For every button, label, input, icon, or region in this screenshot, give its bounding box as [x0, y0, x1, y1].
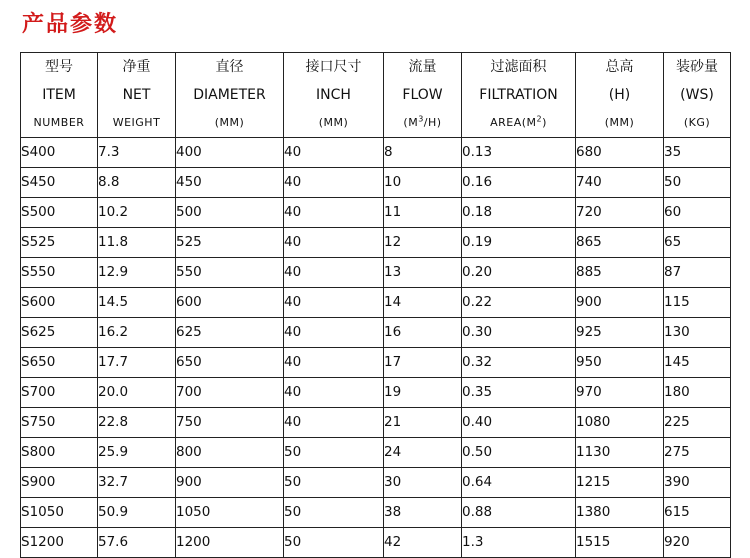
cell-sand: 115 — [664, 288, 731, 318]
cell-net-weight: 32.7 — [98, 468, 176, 498]
col-label-unit: NUMBER — [33, 116, 85, 129]
cell-flow: 21 — [384, 408, 462, 438]
unit-prefix: (M — [403, 116, 419, 129]
col-header-weight — [98, 53, 176, 138]
col-label-zh: 总高 — [605, 59, 634, 75]
table-row — [21, 318, 731, 348]
cell-sand: 130 — [664, 318, 731, 348]
col-header-height — [576, 53, 664, 138]
unit-prefix: AREA(M — [490, 116, 537, 129]
cell-model: S1050 — [21, 498, 98, 528]
cell-filtration-area: 0.13 — [462, 138, 576, 168]
cell-flow: 19 — [384, 378, 462, 408]
col-label-unit: (MM) — [604, 116, 635, 129]
cell-filtration-area: 0.88 — [462, 498, 576, 528]
unit-suffix: ) — [542, 116, 547, 129]
cell-inch: 40 — [284, 288, 384, 318]
cell-diameter: 525 — [176, 228, 284, 258]
cell-filtration-area: 0.30 — [462, 318, 576, 348]
cell-model: S625 — [21, 318, 98, 348]
col-label-unit: (KG) — [683, 116, 711, 129]
header-row — [21, 53, 731, 138]
cell-diameter: 600 — [176, 288, 284, 318]
col-label-en: NET — [122, 87, 151, 103]
cell-inch: 40 — [284, 408, 384, 438]
cell-model: S550 — [21, 258, 98, 288]
cell-model: S500 — [21, 198, 98, 228]
col-label-en: FILTRATION — [479, 87, 558, 103]
cell-height: 740 — [576, 168, 664, 198]
cell-flow: 13 — [384, 258, 462, 288]
cell-height: 900 — [576, 288, 664, 318]
cell-inch: 40 — [284, 228, 384, 258]
cell-filtration-area: 0.19 — [462, 228, 576, 258]
table-row — [21, 288, 731, 318]
cell-net-weight: 17.7 — [98, 348, 176, 378]
col-header-item — [21, 53, 98, 138]
table-row — [21, 528, 731, 558]
table-row — [21, 438, 731, 468]
col-label-zh: 过滤面积 — [490, 59, 547, 75]
cell-height: 720 — [576, 198, 664, 228]
table-row — [21, 468, 731, 498]
cell-diameter: 800 — [176, 438, 284, 468]
col-header-filtration-area — [462, 53, 576, 138]
cell-sand: 225 — [664, 408, 731, 438]
col-label-unit — [462, 109, 575, 137]
cell-model: S450 — [21, 168, 98, 198]
table-row — [21, 348, 731, 378]
table-row — [21, 168, 731, 198]
cell-filtration-area: 0.32 — [462, 348, 576, 378]
col-label-zh: 净重 — [122, 59, 151, 75]
cell-flow: 38 — [384, 498, 462, 528]
table-row — [21, 198, 731, 228]
cell-inch: 50 — [284, 468, 384, 498]
cell-net-weight: 57.6 — [98, 528, 176, 558]
col-label-zh: 型号 — [45, 59, 73, 75]
cell-model: S750 — [21, 408, 98, 438]
cell-model: S1200 — [21, 528, 98, 558]
col-label-en: (WS) — [680, 87, 714, 103]
cell-height: 1515 — [576, 528, 664, 558]
col-label-en: DIAMETER — [193, 87, 266, 103]
cell-diameter: 450 — [176, 168, 284, 198]
cell-model: S600 — [21, 288, 98, 318]
table-row — [21, 378, 731, 408]
cell-model: S800 — [21, 438, 98, 468]
cell-sand: 390 — [664, 468, 731, 498]
col-label-en: (H) — [608, 87, 631, 103]
cell-net-weight: 14.5 — [98, 288, 176, 318]
cell-diameter: 550 — [176, 258, 284, 288]
cell-diameter: 900 — [176, 468, 284, 498]
cell-inch: 40 — [284, 318, 384, 348]
cell-inch: 50 — [284, 528, 384, 558]
cell-diameter: 500 — [176, 198, 284, 228]
cell-flow: 8 — [384, 138, 462, 168]
unit-superscript: 2 — [536, 114, 543, 124]
col-header-sand — [664, 53, 731, 138]
cell-inch: 40 — [284, 168, 384, 198]
spec-table — [20, 52, 731, 558]
col-label-zh: 直径 — [215, 59, 244, 75]
cell-filtration-area: 0.35 — [462, 378, 576, 408]
cell-flow: 42 — [384, 528, 462, 558]
cell-model: S650 — [21, 348, 98, 378]
cell-sand: 87 — [664, 258, 731, 288]
cell-net-weight: 12.9 — [98, 258, 176, 288]
cell-sand: 65 — [664, 228, 731, 258]
cell-filtration-area: 0.16 — [462, 168, 576, 198]
unit-superscript: 3 — [418, 114, 424, 124]
cell-flow: 17 — [384, 348, 462, 378]
table-row — [21, 498, 731, 528]
cell-sand: 50 — [664, 168, 731, 198]
cell-flow: 24 — [384, 438, 462, 468]
page-title: 产品参数 — [22, 12, 119, 37]
cell-height: 970 — [576, 378, 664, 408]
cell-sand: 35 — [664, 138, 731, 168]
cell-model: S700 — [21, 378, 98, 408]
cell-sand: 60 — [664, 198, 731, 228]
cell-sand: 275 — [664, 438, 731, 468]
cell-inch: 50 — [284, 498, 384, 528]
cell-diameter: 1200 — [176, 528, 284, 558]
col-label-unit: (MM) — [214, 116, 245, 129]
cell-diameter: 1050 — [176, 498, 284, 528]
table-row — [21, 258, 731, 288]
cell-sand: 920 — [664, 528, 731, 558]
cell-inch: 40 — [284, 258, 384, 288]
cell-net-weight: 16.2 — [98, 318, 176, 348]
col-label-en: FLOW — [402, 87, 443, 103]
table-row — [21, 138, 731, 168]
cell-net-weight: 8.8 — [98, 168, 176, 198]
cell-inch: 40 — [284, 378, 384, 408]
col-label-zh: 接口尺寸 — [305, 59, 362, 75]
cell-filtration-area: 1.3 — [462, 528, 576, 558]
cell-model: S400 — [21, 138, 98, 168]
cell-model: S525 — [21, 228, 98, 258]
cell-flow: 10 — [384, 168, 462, 198]
cell-net-weight: 50.9 — [98, 498, 176, 528]
cell-filtration-area: 0.22 — [462, 288, 576, 318]
cell-flow: 14 — [384, 288, 462, 318]
cell-model: S900 — [21, 468, 98, 498]
col-label-zh: 流量 — [408, 59, 437, 75]
cell-net-weight: 25.9 — [98, 438, 176, 468]
cell-diameter: 400 — [176, 138, 284, 168]
cell-height: 925 — [576, 318, 664, 348]
cell-flow: 12 — [384, 228, 462, 258]
col-label-zh: 装砂量 — [676, 59, 718, 75]
col-label-en: INCH — [316, 87, 351, 103]
cell-diameter: 625 — [176, 318, 284, 348]
cell-height: 1215 — [576, 468, 664, 498]
cell-inch: 50 — [284, 438, 384, 468]
cell-height: 885 — [576, 258, 664, 288]
cell-net-weight: 20.0 — [98, 378, 176, 408]
cell-flow: 16 — [384, 318, 462, 348]
cell-filtration-area: 0.18 — [462, 198, 576, 228]
cell-inch: 40 — [284, 198, 384, 228]
cell-height: 1130 — [576, 438, 664, 468]
col-header-flow — [384, 53, 462, 138]
cell-flow: 30 — [384, 468, 462, 498]
cell-sand: 615 — [664, 498, 731, 528]
cell-sand: 145 — [664, 348, 731, 378]
cell-net-weight: 22.8 — [98, 408, 176, 438]
col-label-en: ITEM — [42, 87, 76, 103]
cell-filtration-area: 0.20 — [462, 258, 576, 288]
cell-net-weight: 11.8 — [98, 228, 176, 258]
table-body — [21, 138, 731, 558]
cell-flow: 11 — [384, 198, 462, 228]
cell-net-weight: 7.3 — [98, 138, 176, 168]
cell-diameter: 750 — [176, 408, 284, 438]
cell-diameter: 650 — [176, 348, 284, 378]
cell-sand: 180 — [664, 378, 731, 408]
col-header-inch — [284, 53, 384, 138]
cell-height: 1380 — [576, 498, 664, 528]
cell-height: 680 — [576, 138, 664, 168]
cell-inch: 40 — [284, 138, 384, 168]
cell-diameter: 700 — [176, 378, 284, 408]
col-label-unit: (MM) — [318, 116, 349, 129]
cell-net-weight: 10.2 — [98, 198, 176, 228]
col-label-unit: WEIGHT — [112, 116, 161, 129]
col-header-diameter — [176, 53, 284, 138]
table-row — [21, 408, 731, 438]
cell-filtration-area: 0.64 — [462, 468, 576, 498]
cell-height: 950 — [576, 348, 664, 378]
cell-height: 865 — [576, 228, 664, 258]
table-row — [21, 228, 731, 258]
unit-suffix: /H) — [423, 116, 442, 129]
cell-filtration-area: 0.40 — [462, 408, 576, 438]
cell-height: 1080 — [576, 408, 664, 438]
col-label-unit — [384, 109, 461, 137]
cell-inch: 40 — [284, 348, 384, 378]
cell-filtration-area: 0.50 — [462, 438, 576, 468]
